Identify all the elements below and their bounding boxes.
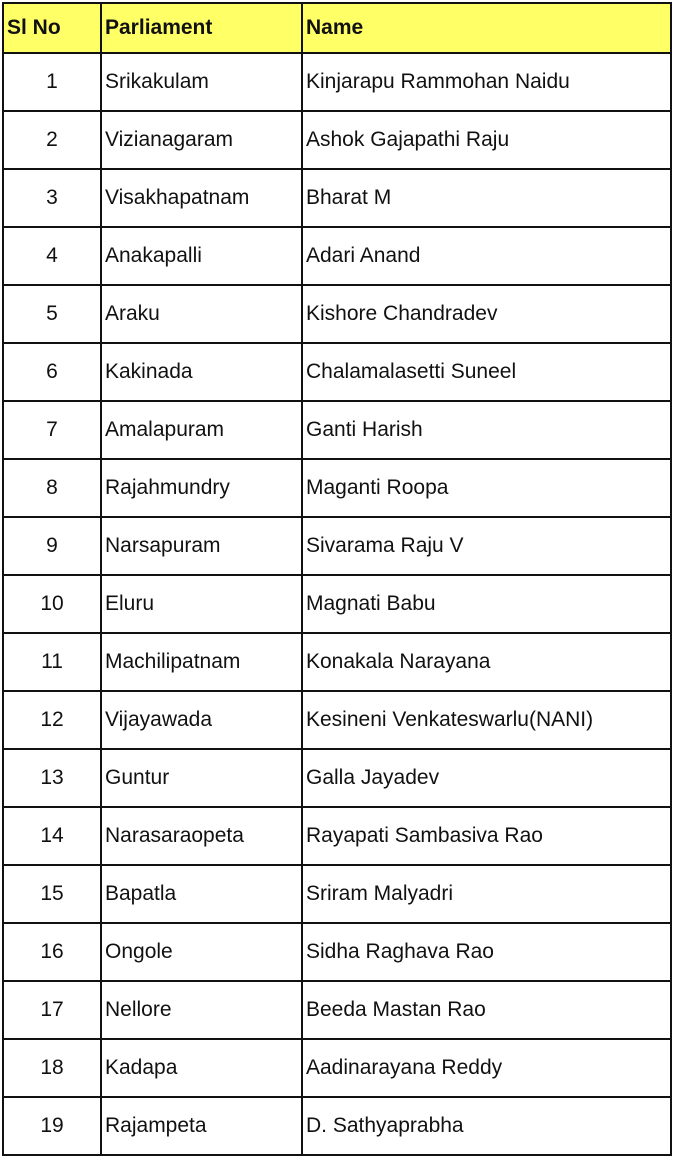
parliament-cell: Guntur: [101, 749, 302, 807]
parliament-cell: Araku: [101, 285, 302, 343]
name-cell: Bharat M: [302, 169, 671, 227]
name-cell: D. Sathyaprabha: [302, 1097, 671, 1155]
name-cell: Kinjarapu Rammohan Naidu: [302, 53, 671, 111]
table-row: [3, 807, 671, 865]
sl-no-cell: 10: [3, 575, 101, 633]
name-cell: Galla Jayadev: [302, 749, 671, 807]
name-cell: Ashok Gajapathi Raju: [302, 111, 671, 169]
sl-no-cell: 14: [3, 807, 101, 865]
name-cell: Kishore Chandradev: [302, 285, 671, 343]
sl-no-cell: 8: [3, 459, 101, 517]
table-row: [3, 459, 671, 517]
table-row: [3, 1039, 671, 1097]
parliament-cell: Vizianagaram: [101, 111, 302, 169]
name-cell: Aadinarayana Reddy: [302, 1039, 671, 1097]
table-row: [3, 575, 671, 633]
name-cell: Adari Anand: [302, 227, 671, 285]
name-cell: Konakala Narayana: [302, 633, 671, 691]
parliament-cell: Ongole: [101, 923, 302, 981]
table-row: [3, 53, 671, 111]
parliament-cell: Vijayawada: [101, 691, 302, 749]
parliament-cell: Machilipatnam: [101, 633, 302, 691]
parliament-cell: Nellore: [101, 981, 302, 1039]
sl-no-cell: 15: [3, 865, 101, 923]
table-row: [3, 343, 671, 401]
parliament-cell: Narasaraopeta: [101, 807, 302, 865]
sl-no-cell: 3: [3, 169, 101, 227]
name-cell: Magnati Babu: [302, 575, 671, 633]
header-row: [3, 3, 671, 53]
sl-no-cell: 6: [3, 343, 101, 401]
sl-no-cell: 7: [3, 401, 101, 459]
header-name: Name: [302, 3, 671, 53]
parliament-cell: Srikakulam: [101, 53, 302, 111]
sl-no-cell: 13: [3, 749, 101, 807]
name-cell: Chalamalasetti Suneel: [302, 343, 671, 401]
table-row: [3, 633, 671, 691]
parliament-cell: Kakinada: [101, 343, 302, 401]
name-cell: Maganti Roopa: [302, 459, 671, 517]
table-row: [3, 227, 671, 285]
parliament-cell: Rajahmundry: [101, 459, 302, 517]
sl-no-cell: 16: [3, 923, 101, 981]
sl-no-cell: 19: [3, 1097, 101, 1155]
candidates-table: [2, 2, 672, 1156]
parliament-cell: Bapatla: [101, 865, 302, 923]
sl-no-cell: 5: [3, 285, 101, 343]
parliament-cell: Kadapa: [101, 1039, 302, 1097]
parliament-cell: Anakapalli: [101, 227, 302, 285]
sl-no-cell: 2: [3, 111, 101, 169]
sl-no-cell: 18: [3, 1039, 101, 1097]
table-row: [3, 865, 671, 923]
table-row: [3, 1097, 671, 1155]
table-row: [3, 923, 671, 981]
parliament-cell: Visakhapatnam: [101, 169, 302, 227]
table-row: [3, 749, 671, 807]
sl-no-cell: 9: [3, 517, 101, 575]
table-row: [3, 169, 671, 227]
sl-no-cell: 11: [3, 633, 101, 691]
parliament-cell: Eluru: [101, 575, 302, 633]
name-cell: Ganti Harish: [302, 401, 671, 459]
header-parliament: Parliament: [101, 3, 302, 53]
sl-no-cell: 4: [3, 227, 101, 285]
name-cell: Sriram Malyadri: [302, 865, 671, 923]
sl-no-cell: 17: [3, 981, 101, 1039]
name-cell: Rayapati Sambasiva Rao: [302, 807, 671, 865]
name-cell: Sivarama Raju V: [302, 517, 671, 575]
table-row: [3, 401, 671, 459]
sl-no-cell: 12: [3, 691, 101, 749]
table-row: [3, 691, 671, 749]
table-row: [3, 981, 671, 1039]
table-body: [3, 53, 671, 1155]
parliament-cell: Rajampeta: [101, 1097, 302, 1155]
sl-no-cell: 1: [3, 53, 101, 111]
name-cell: Kesineni Venkateswarlu(NANI): [302, 691, 671, 749]
table-row: [3, 517, 671, 575]
name-cell: Beeda Mastan Rao: [302, 981, 671, 1039]
name-cell: Sidha Raghava Rao: [302, 923, 671, 981]
header-sl-no: Sl No: [3, 3, 101, 53]
table-row: [3, 285, 671, 343]
parliament-cell: Amalapuram: [101, 401, 302, 459]
parliament-cell: Narsapuram: [101, 517, 302, 575]
table-row: [3, 111, 671, 169]
